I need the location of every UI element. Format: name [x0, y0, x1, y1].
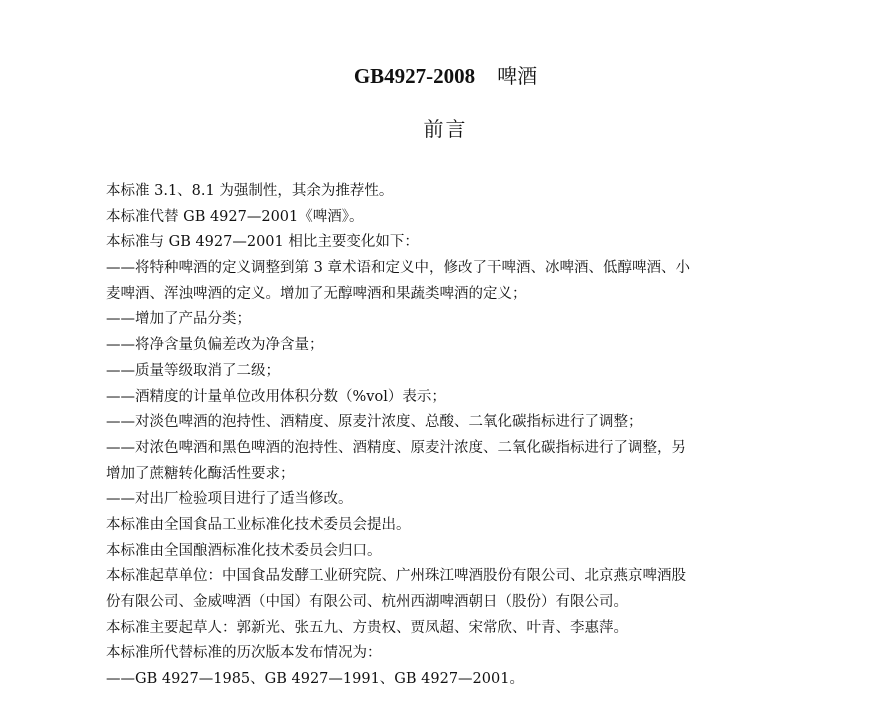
text-line: ——对出厂检验项目进行了适当修改。: [106, 491, 353, 508]
text-line: 本标准所代替标准的历次版本发布情况为：: [106, 645, 382, 662]
text-line: 本标准 3.1、8.1 为强制性，其余为推荐性。: [106, 183, 394, 199]
text-line: 份有限公司、金威啤酒（中国）有限公司、杭州西湖啤酒朝日（股份）有限公司。: [106, 594, 628, 610]
text-line: 本标准主要起草人：郭新光、张五九、方贵权、贾凤超、宋常欣、叶青、李惠萍。: [106, 619, 628, 636]
standard-code: GB4927-2008: [353, 64, 476, 88]
document-title: [0, 62, 891, 90]
text-line: 本标准代替 GB 4927—2001《啤酒》。: [106, 208, 364, 225]
text-line: ——对淡色啤酒的泡持性、酒精度、原麦汁浓度、总酸、二氧化碳指标进行了调整；: [106, 414, 643, 431]
text-line: ——将净含量负偏差改为净含量；: [106, 337, 324, 354]
text-line: 本标准起草单位：中国食品发酵工业研究院、广州珠江啤酒股份有限公司、北京燕京啤酒股: [106, 568, 686, 585]
text-line: ——GB 4927—1985、GB 4927—1991、GB 4927—2001。: [106, 671, 524, 688]
text-line: 本标准由全国食品工业标准化技术委员会提出。: [106, 516, 411, 533]
text-line: 增加了蔗糖转化酶活性要求；: [106, 465, 295, 482]
standard-name: 啤酒: [497, 64, 538, 88]
foreword-body: [106, 179, 796, 693]
text-line: 本标准与 GB 4927—2001 相比主要变化如下：: [106, 234, 419, 251]
text-line: 本标准由全国酿酒标准化技术委员会归口。: [106, 542, 382, 559]
text-line: 麦啤酒、浑浊啤酒的定义。增加了无醇啤酒和果蔬类啤酒的定义；: [106, 285, 527, 302]
text-line: ——质量等级取消了二级；: [106, 362, 280, 379]
text-line: ——将特种啤酒的定义调整到第 3 章术语和定义中，修改了干啤酒、冰啤酒、低醇啤酒、小: [106, 260, 690, 277]
section-title: 前言: [423, 117, 468, 141]
text-line: ——增加了产品分类；: [106, 311, 251, 328]
text-line: ——酒精度的计量单位改用体积分数（%vol）表示；: [106, 388, 446, 405]
text-line: ——对浓色啤酒和黑色啤酒的泡持性、酒精度、原麦汁浓度、二氧化碳指标进行了调整，另: [106, 439, 686, 456]
